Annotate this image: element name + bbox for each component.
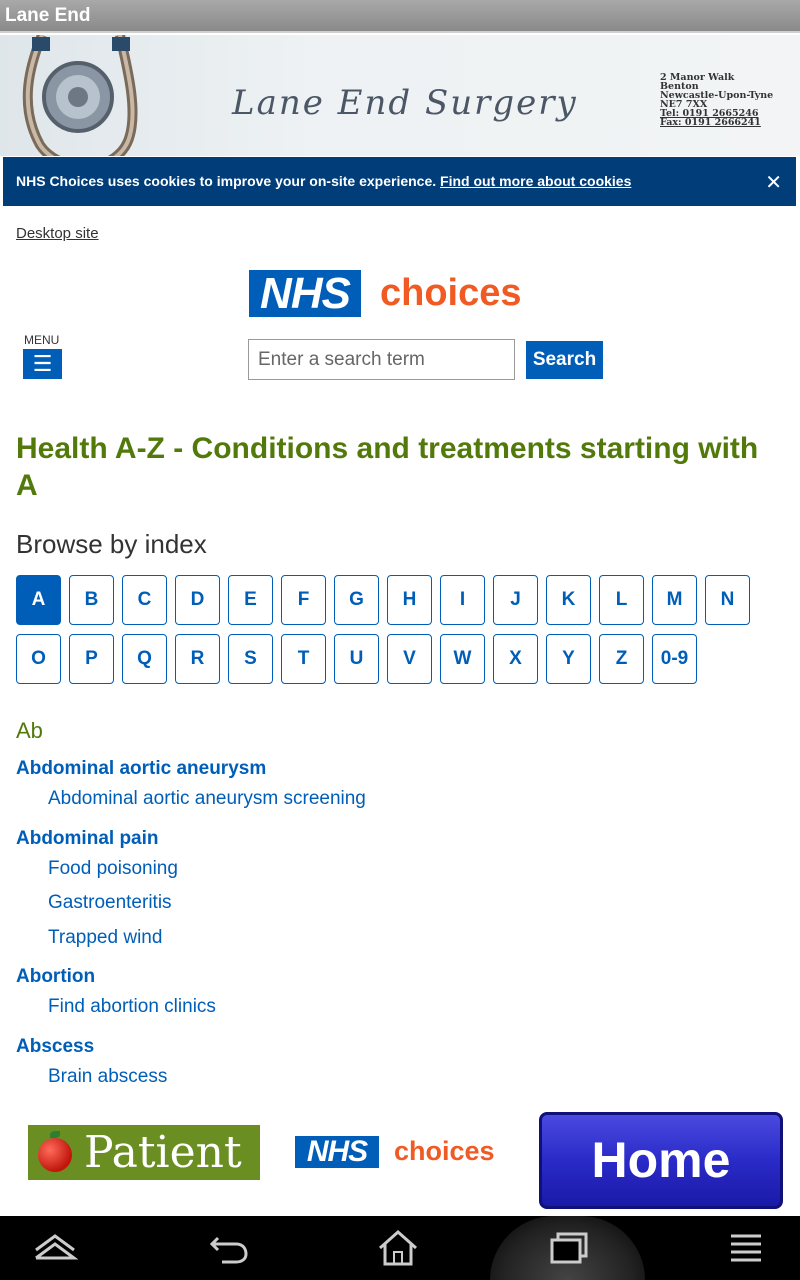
address-line: NE7 7XX	[660, 99, 708, 110]
sub-condition-link[interactable]: Brain abscess	[48, 1065, 168, 1087]
cookie-banner	[3, 157, 796, 206]
sub-condition-link[interactable]: Abdominal aortic aneurysm screening	[48, 788, 366, 809]
menu-icon[interactable]	[723, 1228, 769, 1268]
az-row	[16, 634, 796, 684]
choices-logo-text: choices	[380, 272, 522, 314]
address-line: 2 Manor Walk	[660, 72, 735, 83]
menu-button[interactable]: ☰	[23, 349, 62, 379]
condition-link[interactable]: Abdominal pain	[16, 827, 159, 849]
conditions-list	[16, 756, 776, 1103]
az-letter-a[interactable]: A	[16, 575, 61, 625]
phone-number: Tel: 0191 2665246	[660, 108, 759, 119]
sub-condition-link[interactable]: Trapped wind	[48, 926, 163, 948]
condition-group	[16, 1034, 776, 1095]
az-letter-o[interactable]: O	[16, 634, 61, 684]
condition-link[interactable]: Abdominal aortic aneurysm	[16, 758, 267, 779]
section-heading: Ab	[16, 718, 43, 743]
az-row	[16, 575, 796, 625]
up-icon[interactable]	[32, 1228, 78, 1268]
az-letter-q[interactable]: Q	[122, 634, 167, 684]
az-letter-y[interactable]: Y	[546, 634, 591, 684]
surgery-banner	[0, 35, 800, 156]
sub-condition-link[interactable]: Food poisoning	[48, 857, 178, 879]
az-letter-h[interactable]: H	[387, 575, 432, 625]
az-letter-t[interactable]: T	[281, 634, 326, 684]
sub-condition-link[interactable]: Gastroenteritis	[48, 892, 172, 913]
az-letter-v[interactable]: V	[387, 634, 432, 684]
az-letter-j[interactable]: J	[493, 575, 538, 625]
desktop-site-link[interactable]: Desktop site	[16, 225, 99, 242]
home-icon[interactable]	[375, 1228, 421, 1268]
az-letter-f[interactable]: F	[281, 575, 326, 625]
surgery-address	[660, 73, 773, 127]
az-letter-g[interactable]: G	[334, 575, 379, 625]
az-letter-u[interactable]: U	[334, 634, 379, 684]
browse-title: Browse by index	[16, 529, 207, 559]
cookie-message: NHS Choices uses cookies to improve your on-site experience.	[16, 173, 437, 189]
az-index	[16, 575, 796, 693]
back-icon[interactable]	[206, 1228, 252, 1268]
az-letter-c[interactable]: C	[122, 575, 167, 625]
condition-link[interactable]: Abortion	[16, 966, 96, 987]
az-letter-s[interactable]: S	[228, 634, 273, 684]
search-button[interactable]: Search	[526, 341, 603, 379]
condition-group	[16, 964, 776, 1025]
apple-icon	[38, 1138, 72, 1172]
az-letter-l[interactable]: L	[599, 575, 644, 625]
az-letter-z[interactable]: Z	[599, 634, 644, 684]
condition-group	[16, 756, 776, 817]
close-icon[interactable]: ✕	[765, 172, 782, 194]
az-letter-i[interactable]: I	[440, 575, 485, 625]
nhs-logo-text: NHS	[249, 270, 361, 317]
system-nav-bar	[0, 1216, 800, 1280]
condition-link[interactable]: Abscess	[16, 1035, 95, 1057]
search-input[interactable]	[248, 339, 515, 380]
az-letter-b[interactable]: B	[69, 575, 114, 625]
address-line: Newcastle-Upon-Tyne	[660, 90, 774, 101]
az-letter-0-9[interactable]: 0-9	[652, 634, 697, 684]
address-line: Benton	[660, 81, 699, 92]
nhs-logo-text: NHS	[295, 1136, 379, 1168]
window-title: Lane End	[0, 0, 800, 33]
fax-number: Fax: 0191 2666241	[660, 117, 761, 128]
recent-apps-icon[interactable]	[546, 1228, 592, 1268]
az-letter-x[interactable]: X	[493, 634, 538, 684]
az-letter-w[interactable]: W	[440, 634, 485, 684]
choices-logo-text: choices	[394, 1136, 495, 1166]
az-letter-d[interactable]: D	[175, 575, 220, 625]
leaf-icon	[50, 1131, 60, 1138]
patient-logo-text: Patient	[84, 1127, 242, 1178]
surgery-name: Lane End Surgery	[232, 83, 578, 123]
page-title: Health A-Z - Conditions and treatments starting with A	[16, 432, 759, 502]
patient-logo[interactable]	[28, 1125, 260, 1180]
az-letter-r[interactable]: R	[175, 634, 220, 684]
az-letter-m[interactable]: M	[652, 575, 697, 625]
condition-group	[16, 826, 776, 956]
az-letter-e[interactable]: E	[228, 575, 273, 625]
cookie-info-link[interactable]: Find out more about cookies	[440, 173, 632, 189]
sub-condition-link[interactable]: Find abortion clinics	[48, 996, 216, 1017]
az-letter-k[interactable]: K	[546, 575, 591, 625]
az-letter-p[interactable]: P	[69, 634, 114, 684]
nhs-choices-footer-logo[interactable]	[295, 1135, 495, 1168]
stethoscope-icon	[0, 35, 160, 156]
menu-label: MENU	[24, 333, 60, 347]
home-button[interactable]: Home	[539, 1112, 783, 1209]
az-letter-n[interactable]: N	[705, 575, 750, 625]
nhs-choices-logo[interactable]	[249, 269, 522, 318]
